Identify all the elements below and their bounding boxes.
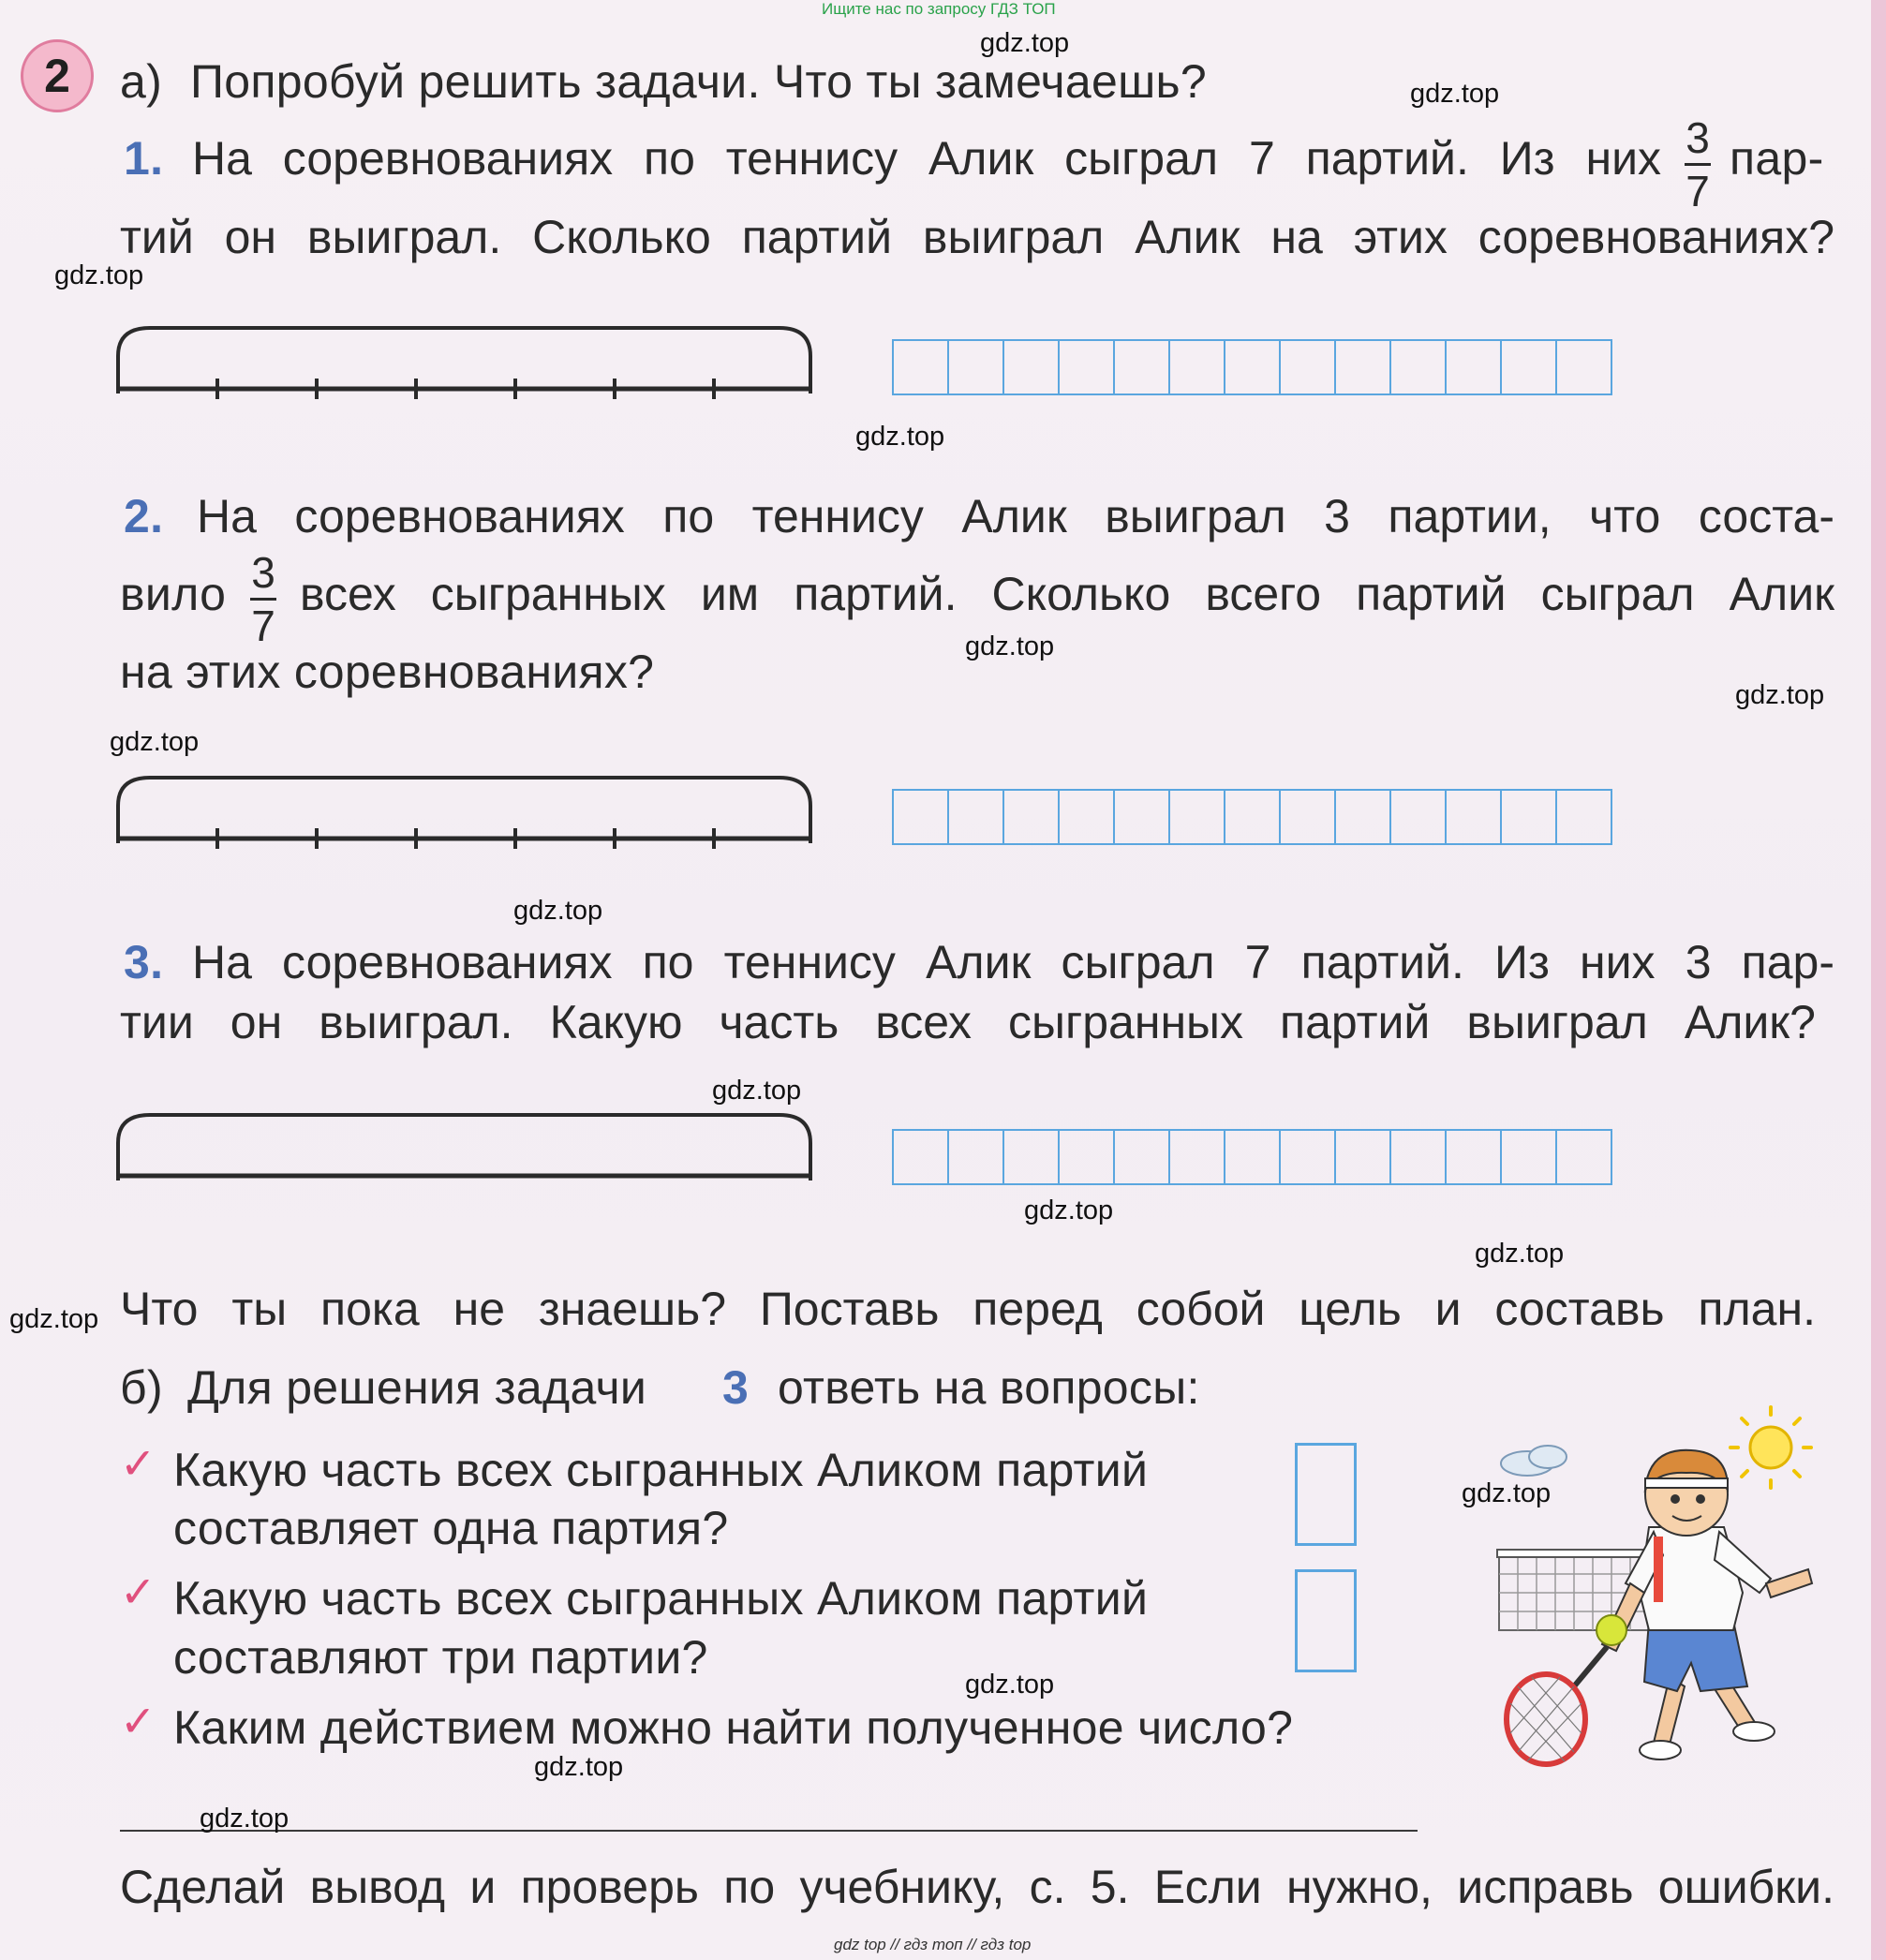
problem-2-line3: на этих соревнованиях? (120, 646, 655, 698)
sun-icon (1730, 1407, 1811, 1488)
question-2-line1: Какую часть всех сыгранных Аликом партий (173, 1572, 1149, 1625)
problem-1-line2: тий он выиграл. Сколько партий выиграл Алик на этих соревнованиях? (120, 211, 1834, 263)
fraction-numerator: 3 (1686, 113, 1710, 162)
check-icon: ✓ (120, 1567, 156, 1616)
task-number-badge: 2 (21, 39, 94, 112)
watermark: gdz.top (9, 1304, 99, 1334)
problem-2-number: 2. (124, 490, 164, 542)
tennis-ball-icon (1596, 1615, 1626, 1645)
problem-1-line1-end: пар- (1730, 132, 1824, 185)
watermark: gdz.top (1475, 1239, 1565, 1269)
part-b-task-ref: 3 (722, 1361, 750, 1414)
segment-diagram-1 (112, 319, 817, 403)
watermark: gdz.top (200, 1804, 290, 1834)
part-a-label: а) (120, 55, 163, 108)
watermark: gdz.top (855, 422, 945, 452)
watermark: gdz.top (1735, 680, 1825, 710)
problem-1-line1: На соревнованиях по теннису Алик сыграл 7 партий. Из них (192, 132, 1661, 185)
problem-3-number: 3. (124, 936, 164, 988)
problem-2-line1: На соревнованиях по теннису Алик выиграл 3 партии, что соста- (197, 490, 1834, 542)
answer-grid-2[interactable] (892, 789, 1612, 845)
conclusion-text: Сделай вывод и проверь по учебнику, с. 5. Если нужно, исправь ошибки. (120, 1861, 1834, 1913)
answer-line[interactable] (120, 1830, 1418, 1832)
problem-3-line2: тии он выиграл. Какую часть всех сыгранных партий выиграл Алик? (120, 996, 1816, 1048)
part-a-text: Попробуй решить задачи. Что ты замечаешь? (190, 55, 1207, 108)
check-icon: ✓ (120, 1697, 156, 1745)
watermark: gdz.top (965, 1670, 1055, 1700)
segment-diagram-2 (112, 768, 817, 853)
problem-1-number: 1. (124, 132, 164, 185)
tennis-racket-icon (1507, 1647, 1607, 1764)
watermark: gdz.top (965, 631, 1055, 661)
goal-text: Что ты пока не знаешь? Поставь перед собой цель и составь план. (120, 1283, 1816, 1335)
question-1-line1: Какую часть всех сыгранных Аликом партий (173, 1444, 1149, 1496)
watermark: gdz.top (513, 896, 603, 926)
fraction-bar (1685, 163, 1711, 166)
question-2-line2: составляют три партии? (173, 1631, 708, 1684)
watermark: gdz.top (712, 1076, 802, 1106)
watermark: gdz.top (980, 28, 1070, 58)
problem-2-fraction (245, 548, 282, 650)
bottom-note: gdz top // гдз топ // гдз top (834, 1936, 1032, 1953)
fraction-bar (250, 598, 276, 601)
question-1-line2: составляет одна партия? (173, 1502, 729, 1554)
watermark: gdz.top (1410, 79, 1500, 109)
part-b-label: б) (120, 1361, 163, 1414)
part-b-text-before: Для решения задачи (187, 1361, 647, 1414)
watermark: gdz.top (110, 727, 200, 757)
check-icon: ✓ (120, 1439, 156, 1488)
problem-3-line1: На соревнованиях по теннису Алик сыграл 7 партий. Из них 3 пар- (192, 936, 1834, 988)
watermark: gdz.top (1462, 1478, 1552, 1508)
watermark: gdz.top (54, 260, 144, 290)
question-3-line1: Каким действием можно найти полученное число? (173, 1701, 1294, 1754)
problem-2-line2-start: вило (120, 568, 227, 620)
watermark: gdz.top (1024, 1195, 1114, 1225)
segment-diagram-3 (112, 1106, 817, 1190)
fraction-denominator: 7 (251, 601, 275, 650)
fraction-numerator: 3 (251, 548, 275, 597)
boy-figure (1602, 1450, 1812, 1760)
answer-grid-3[interactable] (892, 1129, 1612, 1185)
part-b-text-after: ответь на вопросы: (778, 1361, 1200, 1414)
top-note: Ищите нас по запросу ГДЗ ТОП (822, 0, 1056, 18)
cloud-icon (1501, 1446, 1567, 1476)
watermark: gdz.top (534, 1752, 624, 1782)
answer-grid-1[interactable] (892, 339, 1612, 395)
problem-2-line2: всех сыгранных им партий. Сколько всего партий сыграл Алик (300, 568, 1834, 620)
answer-box-2[interactable] (1295, 1569, 1357, 1672)
tennis-player-illustration (1462, 1405, 1855, 1780)
problem-1-fraction (1679, 113, 1716, 215)
answer-box-1[interactable] (1295, 1443, 1357, 1546)
page-edge-strip (1871, 0, 1886, 1960)
fraction-denominator: 7 (1686, 167, 1710, 215)
